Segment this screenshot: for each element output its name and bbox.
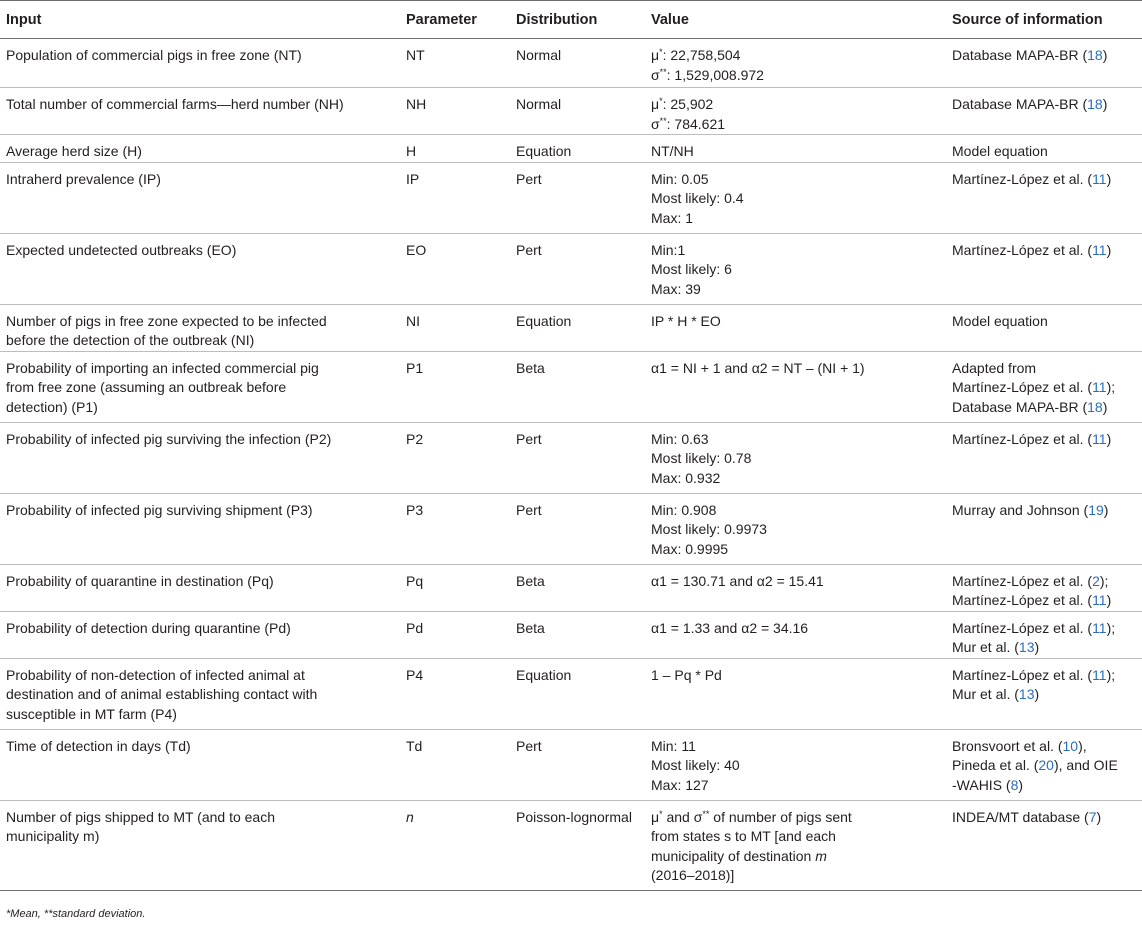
- cell-source: [946, 493, 1142, 564]
- value-text: σ: [651, 115, 660, 132]
- value-text: Min:1: [651, 241, 686, 258]
- value-line: [651, 170, 940, 190]
- input-line: Expected undetected outbreaks (EO): [6, 241, 237, 258]
- cell-source: [946, 88, 1142, 135]
- header-row: [0, 1, 1142, 39]
- source-text: );: [1106, 666, 1116, 683]
- cell-input: [0, 304, 400, 351]
- value-line: [651, 115, 940, 135]
- source-text: Bronsvoort et al. (: [952, 737, 1063, 754]
- cell-input: [0, 135, 400, 163]
- reference-link[interactable]: 18: [1087, 398, 1103, 415]
- cell-parameter: P3: [400, 493, 510, 564]
- cell-value: [645, 162, 946, 233]
- value-text: Most likely: 40: [651, 757, 740, 773]
- source-text: INDEA/MT database (: [952, 808, 1089, 825]
- cell-source: [946, 729, 1142, 800]
- input-line: Number of pigs shipped to MT (and to each: [6, 808, 276, 825]
- value-line: [651, 142, 940, 162]
- cell-distribution: Beta: [510, 611, 645, 658]
- reference-link[interactable]: 18: [1087, 96, 1103, 112]
- table-body: [0, 39, 1142, 891]
- value-line: [651, 520, 940, 540]
- value-text: (2016–2018)]: [651, 867, 735, 883]
- cell-source: [946, 611, 1142, 658]
- value-text: : 22,758,504: [662, 47, 741, 63]
- cell-input: [0, 162, 400, 233]
- value-line: [651, 756, 940, 776]
- table-row: [0, 162, 1142, 233]
- value-line: [651, 209, 940, 229]
- cell-value: [645, 233, 946, 304]
- table-row: [0, 611, 1142, 658]
- table-row: [0, 493, 1142, 564]
- table-row: [0, 233, 1142, 304]
- value-text: Most likely: 0.78: [651, 450, 752, 466]
- source-text: -WAHIS (: [952, 776, 1011, 793]
- source-text: Martínez-López et al. (: [952, 592, 1093, 608]
- reference-link[interactable]: 11: [1092, 430, 1107, 447]
- cell-input: [0, 611, 400, 658]
- value-line: [651, 540, 940, 560]
- reference-link[interactable]: 11: [1092, 241, 1107, 258]
- cell-input: [0, 564, 400, 611]
- cell-value: [645, 493, 946, 564]
- cell-parameter: P4: [400, 658, 510, 729]
- header-distribution: Distribution: [510, 1, 645, 39]
- value-text: μ: [651, 47, 660, 63]
- input-line: Probability of infected pig surviving the infection (P2): [6, 430, 332, 447]
- value-text: : 784.621: [666, 115, 726, 132]
- value-line: [651, 469, 940, 489]
- source-text: Murray and Johnson (: [952, 501, 1089, 518]
- value-text: Min: 11: [651, 737, 696, 754]
- value-text: from states s to MT [and each: [651, 828, 836, 844]
- value-line: [651, 241, 940, 261]
- value-text: m: [815, 847, 827, 864]
- source-text: Martínez-López et al. (: [952, 379, 1093, 395]
- source-line: [952, 619, 1136, 639]
- source-text: Mur et al. (: [952, 686, 1019, 702]
- source-text: Martínez-López et al. (: [952, 619, 1093, 636]
- cell-value: [645, 88, 946, 135]
- source-text: ): [1102, 398, 1108, 415]
- source-text: Martínez-López et al. (: [952, 241, 1093, 258]
- cell-parameter: n: [400, 800, 510, 890]
- table-row: [0, 39, 1142, 88]
- source-text: ): [1106, 430, 1112, 447]
- source-text: Database MAPA-BR (: [952, 96, 1088, 112]
- value-line: [651, 847, 940, 867]
- reference-link[interactable]: 2: [1092, 572, 1100, 589]
- value-text: : 1,529,008.972: [666, 66, 764, 83]
- cell-input: [0, 729, 400, 800]
- source-line: [952, 756, 1136, 776]
- cell-distribution: Beta: [510, 564, 645, 611]
- reference-link[interactable]: 13: [1018, 686, 1035, 702]
- cell-source: [946, 351, 1142, 422]
- cell-value: [645, 611, 946, 658]
- cell-distribution: Equation: [510, 304, 645, 351]
- value-text: Most likely: 0.9973: [651, 521, 767, 537]
- value-text: α1 = NI + 1 and α2 = NT – (NI + 1): [651, 359, 865, 376]
- value-text: *: [659, 47, 663, 57]
- source-line: [952, 398, 1136, 418]
- value-line: [651, 666, 940, 686]
- source-text: Mur et al. (: [952, 639, 1019, 655]
- source-text: Database MAPA-BR (: [952, 398, 1088, 415]
- reference-link[interactable]: 11: [1092, 379, 1107, 395]
- source-text: ): [1103, 501, 1109, 518]
- source-text: ): [1034, 639, 1040, 655]
- value-text: Max: 0.932: [651, 469, 721, 486]
- source-text: ): [1102, 96, 1108, 112]
- value-line: [651, 737, 940, 757]
- value-text: Most likely: 0.4: [651, 190, 744, 206]
- cell-parameter: Pd: [400, 611, 510, 658]
- cell-distribution: Pert: [510, 729, 645, 800]
- value-text: *: [659, 808, 663, 819]
- source-line: [952, 638, 1136, 658]
- cell-input: [0, 39, 400, 88]
- value-text: Min: 0.908: [651, 501, 717, 518]
- source-text: ): [1106, 592, 1112, 608]
- cell-value: [645, 564, 946, 611]
- value-line: [651, 776, 940, 796]
- input-line: Probability of detection during quarantine (Pd): [6, 619, 291, 636]
- source-text: Martínez-López et al. (: [952, 666, 1093, 683]
- source-line: [952, 808, 1136, 828]
- cell-value: [645, 39, 946, 88]
- cell-source: [946, 800, 1142, 890]
- table-row: [0, 88, 1142, 135]
- value-line: [651, 189, 940, 209]
- input-line: Total number of commercial farms—herd number (NH): [6, 96, 344, 112]
- source-line: [952, 776, 1136, 796]
- value-line: [651, 66, 940, 86]
- cell-value: [645, 800, 946, 890]
- reference-link[interactable]: 7: [1088, 808, 1097, 825]
- cell-source: [946, 162, 1142, 233]
- table-row: [0, 658, 1142, 729]
- table-row: [0, 351, 1142, 422]
- cell-input: [0, 88, 400, 135]
- value-line: [651, 260, 940, 280]
- cell-input: [0, 233, 400, 304]
- cell-distribution: Pert: [510, 233, 645, 304]
- value-text: Max: 127: [651, 776, 709, 793]
- cell-source: [946, 135, 1142, 163]
- source-line: [952, 737, 1136, 757]
- header-source: Source of information: [946, 1, 1142, 39]
- cell-value: [645, 729, 946, 800]
- source-line: [952, 378, 1136, 398]
- value-text: **: [702, 808, 710, 819]
- cell-value: [645, 422, 946, 493]
- source-text: Martínez-López et al. (: [952, 572, 1093, 589]
- value-text: σ: [651, 66, 660, 83]
- cell-parameter: NT: [400, 39, 510, 88]
- source-text: ): [1102, 47, 1108, 63]
- value-line: [651, 619, 940, 639]
- value-line: [651, 827, 940, 847]
- cell-distribution: Pert: [510, 493, 645, 564]
- source-line: [952, 430, 1136, 450]
- value-text: Min: 0.05: [651, 170, 709, 187]
- source-text: ), and OIE: [1053, 757, 1118, 773]
- source-text: Pineda et al. (: [952, 757, 1039, 773]
- input-line: Intraherd prevalence (IP): [6, 170, 161, 187]
- cell-parameter: Pq: [400, 564, 510, 611]
- source-line: [952, 359, 1136, 379]
- cell-parameter: Td: [400, 729, 510, 800]
- value-text: Min: 0.63: [651, 430, 709, 447]
- source-line: [952, 46, 1136, 66]
- input-line: Population of commercial pigs in free zone (NT): [6, 47, 302, 63]
- cell-value: [645, 135, 946, 163]
- table-row: [0, 564, 1142, 611]
- value-text: Max: 39: [651, 280, 701, 297]
- cell-value: [645, 658, 946, 729]
- value-text: NT/NH: [651, 143, 694, 159]
- value-text: **: [659, 66, 667, 77]
- value-text: α1 = 1.33 and α2 = 34.16: [651, 619, 809, 636]
- source-text: );: [1106, 379, 1116, 395]
- cell-source: [946, 233, 1142, 304]
- input-line: detection) (P1): [6, 398, 98, 415]
- cell-value: [645, 351, 946, 422]
- input-line: susceptible in MT farm (P4): [6, 705, 177, 722]
- source-line: [952, 95, 1136, 115]
- reference-link[interactable]: 8: [1010, 776, 1019, 793]
- source-line: [952, 142, 1136, 162]
- value-text: Max: 1: [651, 209, 694, 226]
- input-line: municipality m): [6, 828, 100, 844]
- cell-distribution: Normal: [510, 39, 645, 88]
- source-line: [952, 241, 1136, 261]
- input-line: Probability of infected pig surviving shipment (P3): [6, 501, 313, 518]
- value-line: [651, 501, 940, 521]
- footnote: *Mean, **standard deviation.: [6, 908, 146, 920]
- source-text: ): [1018, 776, 1024, 793]
- input-line: Time of detection in days (Td): [6, 737, 191, 754]
- value-line: [651, 280, 940, 300]
- table-row: [0, 135, 1142, 163]
- reference-link[interactable]: 11: [1092, 666, 1107, 683]
- cell-input: [0, 800, 400, 890]
- cell-distribution: Poisson-lognormal: [510, 800, 645, 890]
- input-line: Probability of quarantine in destination (Pq): [6, 572, 274, 589]
- source-text: ): [1106, 241, 1112, 258]
- value-text: municipality of destination: [651, 847, 816, 864]
- source-line: [952, 572, 1136, 592]
- reference-link[interactable]: 13: [1018, 639, 1035, 655]
- value-text: of number of pigs sent: [709, 808, 852, 825]
- cell-source: [946, 564, 1142, 611]
- cell-distribution: Equation: [510, 658, 645, 729]
- reference-link[interactable]: 18: [1087, 47, 1103, 63]
- reference-link[interactable]: 11: [1092, 170, 1107, 187]
- header-value: Value: [645, 1, 946, 39]
- source-text: Model equation: [952, 143, 1048, 159]
- source-text: );: [1106, 619, 1116, 636]
- value-text: and σ: [662, 808, 703, 825]
- source-line: [952, 666, 1136, 686]
- value-line: [651, 572, 940, 592]
- cell-source: [946, 304, 1142, 351]
- value-text: *: [659, 96, 663, 106]
- value-line: [651, 359, 940, 379]
- value-line: [651, 430, 940, 450]
- reference-link[interactable]: 11: [1092, 619, 1107, 636]
- value-line: [651, 866, 940, 886]
- value-text: IP * H * EO: [651, 312, 721, 329]
- table-row: [0, 729, 1142, 800]
- cell-distribution: Normal: [510, 88, 645, 135]
- source-text: ): [1096, 808, 1102, 825]
- source-text: ): [1034, 686, 1040, 702]
- input-line: Probability of importing an infected commercial pig: [6, 359, 319, 376]
- cell-parameter: EO: [400, 233, 510, 304]
- cell-input: [0, 493, 400, 564]
- source-text: ),: [1078, 737, 1087, 754]
- cell-source: [946, 658, 1142, 729]
- cell-parameter: IP: [400, 162, 510, 233]
- source-text: Martínez-López et al. (: [952, 170, 1093, 187]
- source-line: [952, 591, 1136, 611]
- value-text: α1 = 130.71 and α2 = 15.41: [651, 572, 824, 589]
- cell-parameter: H: [400, 135, 510, 163]
- value-line: [651, 808, 940, 828]
- table-row: [0, 800, 1142, 890]
- input-line: Average herd size (H): [6, 143, 142, 159]
- cell-input: [0, 422, 400, 493]
- cell-distribution: Equation: [510, 135, 645, 163]
- cell-distribution: Pert: [510, 162, 645, 233]
- value-text: Max: 0.9995: [651, 540, 729, 557]
- cell-parameter: P1: [400, 351, 510, 422]
- source-line: [952, 170, 1136, 190]
- value-text: : 25,902: [662, 96, 714, 112]
- cell-source: [946, 39, 1142, 88]
- input-line: from free zone (assuming an outbreak before: [6, 379, 287, 395]
- source-text: Adapted from: [952, 359, 1037, 376]
- value-line: [651, 449, 940, 469]
- value-line: [651, 46, 940, 66]
- table-row: [0, 422, 1142, 493]
- reference-link[interactable]: 11: [1092, 592, 1107, 608]
- cell-distribution: Beta: [510, 351, 645, 422]
- value-text: μ: [651, 96, 660, 112]
- input-line: Probability of non-detection of infected animal at: [6, 666, 305, 683]
- source-line: [952, 312, 1136, 332]
- value-line: [651, 312, 940, 332]
- cell-parameter: NH: [400, 88, 510, 135]
- cell-value: [645, 304, 946, 351]
- source-text: );: [1099, 572, 1109, 589]
- cell-parameter: P2: [400, 422, 510, 493]
- value-line: [651, 95, 940, 115]
- input-line: Number of pigs in free zone expected to be infected: [6, 312, 327, 329]
- reference-link[interactable]: 19: [1088, 501, 1104, 518]
- value-text: 1 – Pq * Pd: [651, 666, 722, 683]
- source-text: ): [1106, 170, 1112, 187]
- source-text: Database MAPA-BR (: [952, 47, 1088, 63]
- source-text: Martínez-López et al. (: [952, 430, 1093, 447]
- value-text: μ: [651, 808, 660, 825]
- header-input: Input: [0, 1, 400, 39]
- cell-input: [0, 351, 400, 422]
- header-parameter: Parameter: [400, 1, 510, 39]
- value-text: Most likely: 6: [651, 261, 732, 277]
- table-row: [0, 304, 1142, 351]
- value-text: **: [659, 115, 667, 126]
- cell-distribution: Pert: [510, 422, 645, 493]
- reference-link[interactable]: 20: [1038, 757, 1054, 773]
- source-text: Model equation: [952, 312, 1048, 329]
- cell-input: [0, 658, 400, 729]
- input-line: destination and of animal establishing contact with: [6, 686, 318, 702]
- cell-parameter: NI: [400, 304, 510, 351]
- input-line: before the detection of the outbreak (NI): [6, 332, 255, 348]
- source-line: [952, 501, 1136, 521]
- cell-source: [946, 422, 1142, 493]
- reference-link[interactable]: 10: [1062, 737, 1079, 754]
- source-line: [952, 685, 1136, 705]
